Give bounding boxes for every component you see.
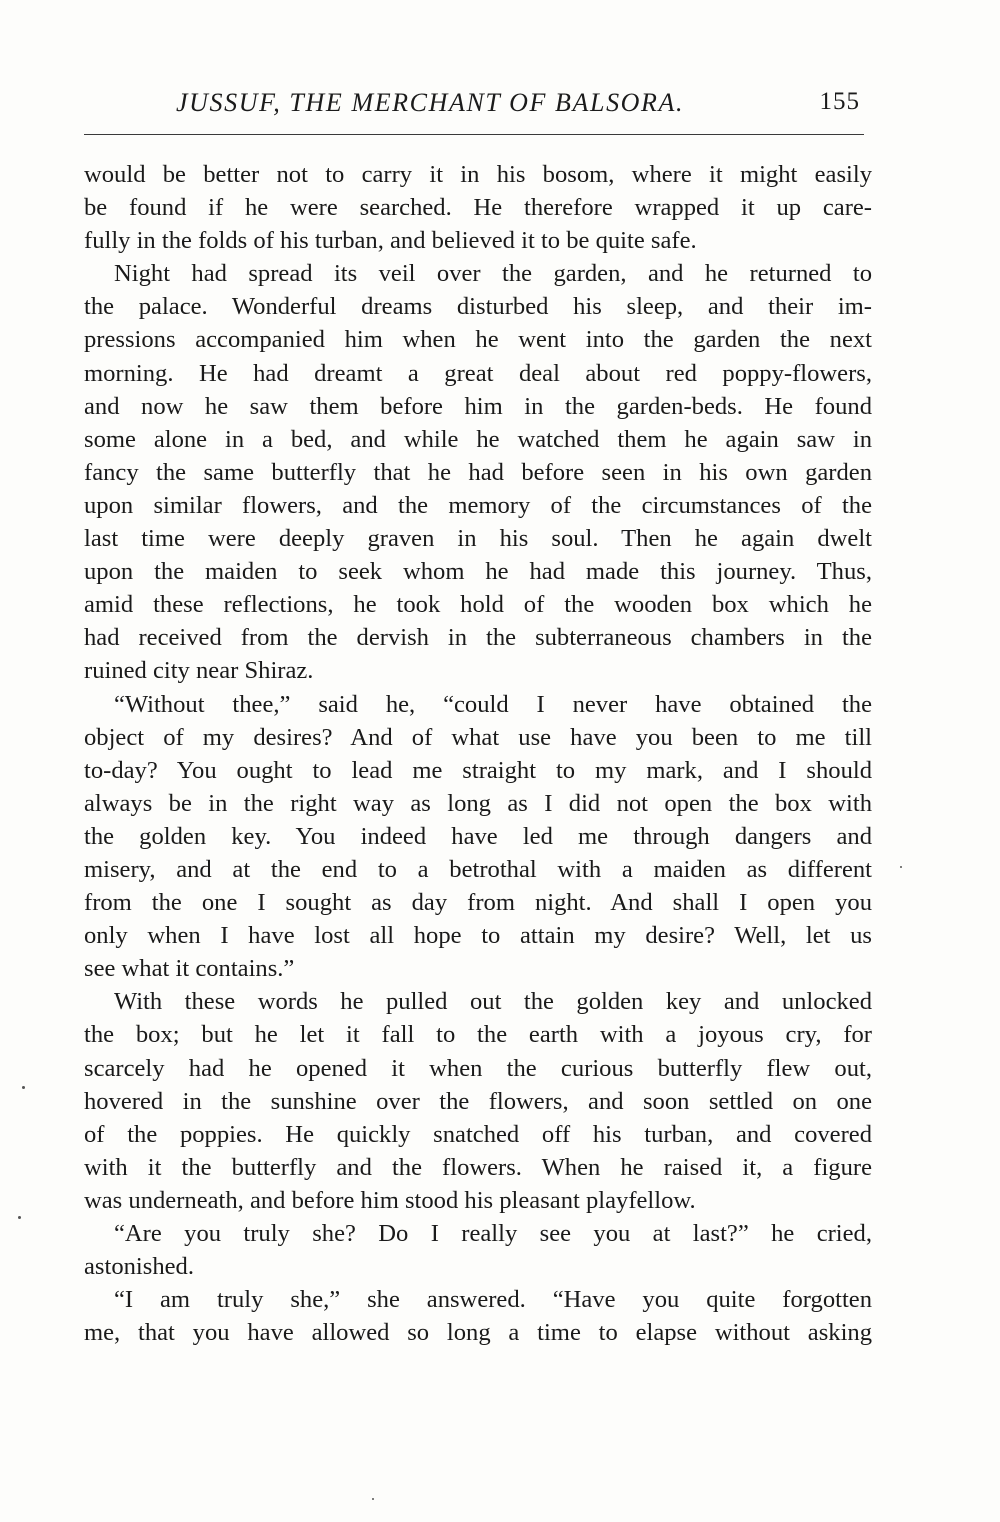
text-line: from the one I sought as day from night. And shall I open you: [84, 889, 872, 917]
page-number: 155: [819, 88, 860, 115]
text-line: to-day? You ought to lead me straight to my mark, and I should: [84, 756, 872, 784]
text-line: the palace. Wonderful dreams disturbed his sleep, and their im-: [84, 293, 872, 321]
text-line: upon similar flowers, and the memory of the circumstances of the: [84, 491, 872, 519]
text-line: the golden key. You indeed have led me through dangers and: [84, 822, 872, 850]
text-line: hovered in the sunshine over the flowers, and soon settled on one: [84, 1087, 872, 1115]
text-line: had received from the dervish in the subterraneous chambers in the: [84, 624, 872, 652]
text-line: was underneath, and before him stood his pleasant playfellow.: [84, 1186, 696, 1214]
text-line: see what it contains.”: [84, 955, 295, 983]
text-line: scarcely had he opened it when the curious butterfly flew out,: [84, 1054, 872, 1082]
text-line: pressions accompanied him when he went into the garden the next: [84, 326, 872, 354]
text-line: some alone in a bed, and while he watched them he again saw in: [84, 425, 872, 453]
print-speck: [18, 1216, 21, 1219]
text-line: astonished.: [84, 1253, 194, 1281]
text-line: fully in the folds of his turban, and believed it to be quite safe.: [84, 227, 697, 255]
text-line: object of my desires? And of what use have you been to me till: [84, 723, 872, 751]
text-line: fancy the same butterfly that he had before seen in his own garden: [84, 458, 872, 486]
text-line: misery, and at the end to a betrothal with a maiden as different: [84, 855, 872, 883]
text-line: always be in the right way as long as I did not open the box with: [84, 789, 872, 817]
running-title: JUSSUF, THE MERCHANT OF BALSORA.: [176, 88, 685, 117]
body-text: [84, 158, 872, 1349]
text-line: ruined city near Shiraz.: [84, 657, 314, 685]
header-rule: [84, 134, 864, 135]
print-speck: [900, 866, 902, 868]
text-line: With these words he pulled out the golden key and unlocked: [114, 988, 872, 1016]
text-line: Night had spread its veil over the garden, and he returned to: [114, 260, 872, 288]
text-line: with it the butterfly and the flowers. When he raised it, a figure: [84, 1153, 872, 1181]
print-speck: [22, 1086, 25, 1089]
text-line: the box; but he let it fall to the earth with a joyous cry, for: [84, 1021, 872, 1049]
text-line: amid these reflections, he took hold of the wooden box which he: [84, 591, 872, 619]
text-line: would be better not to carry it in his bosom, where it might easily: [84, 161, 872, 188]
text-line: “Are you truly she? Do I really see you at last?” he cried,: [114, 1220, 872, 1247]
running-head: [84, 88, 860, 132]
print-speck: [372, 1498, 374, 1500]
text-line: of the poppies. He quickly snatched off his turban, and covered: [84, 1120, 872, 1148]
text-line: morning. He had dreamt a great deal about red poppy-flowers,: [84, 359, 872, 387]
text-line: be found if he were searched. He therefore wrapped it up care-: [84, 194, 872, 222]
text-line: “I am truly she,” she answered. “Have you quite forgotten: [114, 1286, 872, 1314]
text-line: and now he saw them before him in the garden-beds. He found: [84, 392, 872, 420]
text-line: upon the maiden to seek whom he had made this journey. Thus,: [84, 558, 872, 586]
text-line: only when I have lost all hope to attain my desire? Well, let us: [84, 922, 872, 950]
text-line: me, that you have allowed so long a time to elapse without asking: [84, 1319, 872, 1347]
text-line: “Without thee,” said he, “could I never have obtained the: [114, 690, 872, 718]
text-line: last time were deeply graven in his soul. Then he again dwelt: [84, 525, 872, 553]
